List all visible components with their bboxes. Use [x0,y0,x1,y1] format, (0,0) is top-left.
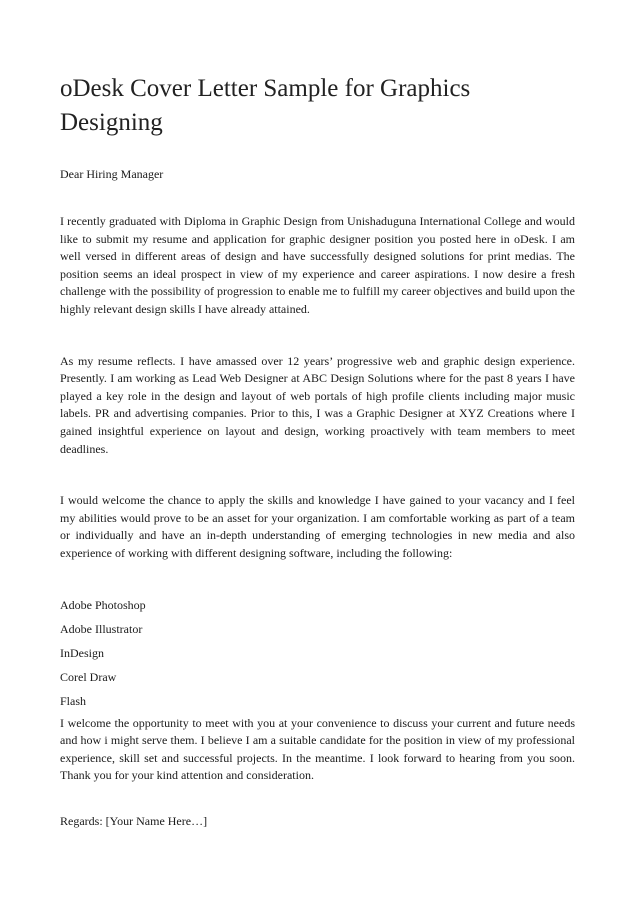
paragraph-closing: I welcome the opportunity to meet with you at your convenience to discuss your current and future needs and how i might serve them. I believe I am a suitable candidate for the position in view of my professional experience, skill set and successful projects. In the meantime. I look forward to hearing from you soon. Thank you for your kind attention and consideration. [60,715,575,783]
skills-list [60,597,575,710]
paragraph-intro: I recently graduated with Diploma in Graphic Design from Unishaduguna International College and would like to submit my resume and application for graphic designer position you posted here in oDesk. I am well versed in different areas of design and have successfully designed solutions for print medias. The position seems an ideal prospect in view of my experience and career aspirations. I now desire a fresh challenge with the possibility of progression to enable me to fulfill my career objectives and build upon the highly relevant design skills I have already attained. [60,214,575,316]
list-item: Corel Draw [60,669,117,684]
document-title: oDesk Cover Letter Sample for Graphics Designing [60,75,471,136]
list-item: InDesign [60,645,104,660]
list-item: Adobe Photoshop [60,597,146,612]
paragraph-skills-intro: I would welcome the chance to apply the skills and knowledge I have gained to your vacancy and I feel my abilities would prove to be an asset for your organization. I am comfortable working as part of a team or individually and have an in-depth understanding of emerging technologies in new media and also experience of working with different designing software, including the following: [60,493,575,560]
signoff: Regards: [Your Name Here…] [60,813,208,828]
salutation: Dear Hiring Manager [60,167,164,181]
document-page [60,72,575,830]
list-item: Flash [60,693,87,708]
paragraph-experience: As my resume reflects. I have amassed over 12 years’ progressive web and graphic design experience. Presently. I am working as Lead Web Designer at ABC Design Solutions where for the past 8 years I have played a key role in the design and layout of web portals of high profile clients including major music labels. PR and advertising companies. Prior to this, I was a Graphic Designer at XYZ Creations where I gained insightful experience on layout and design, working proactively with team members to meet deadlines. [60,353,575,456]
list-item: Adobe Illustrator [60,621,143,636]
